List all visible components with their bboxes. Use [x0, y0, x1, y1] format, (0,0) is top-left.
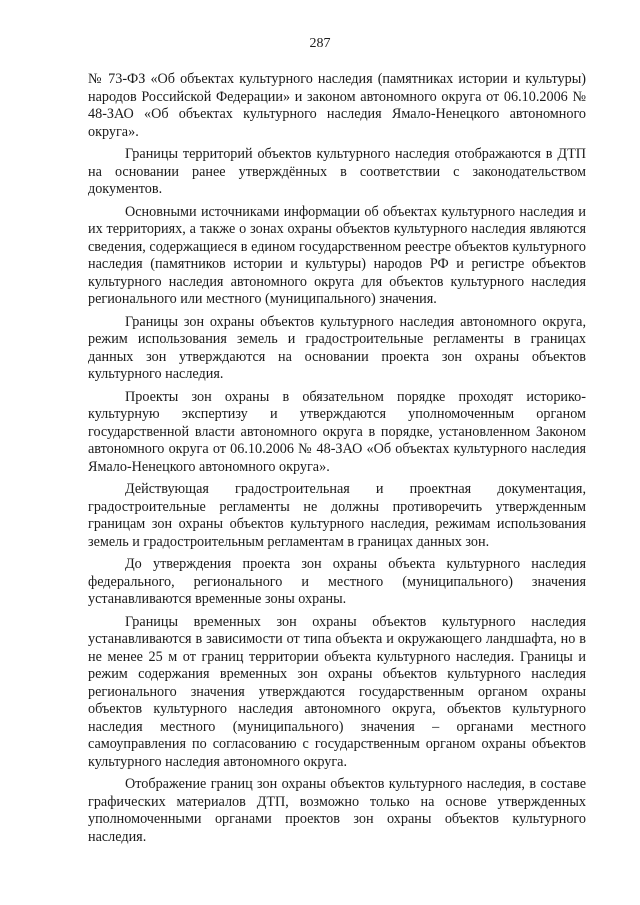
- paragraph-law-reference: № 73-ФЗ «Об объектах культурного наследия (памятниках истории и культуры) народов Российской Федерации» и законом автономного округа от 06.10.2006 № 48-ЗАО «Об объектах культурного наследия Ямало-Ненецкого автономного округа».: [88, 71, 586, 140]
- page-number: 287: [309, 36, 331, 51]
- page-body: [88, 71, 586, 851]
- paragraph-information-sources: Основными источниками информации об объектах культурного наследия и их территориях, а также о зонах охраны объектов культурного наследия являются сведения, содержащиеся в едином государственном реестре объектов культурного наследия (памятников истории и культуры) народов РФ и регистре объектов культурного наследия автономного округа для объектов культурного наследия регионального или местного (муниципального) значения.: [88, 203, 586, 307]
- paragraph-zone-projects: Проекты зон охраны в обязательном порядке проходят историко-культурную экспертизу и утверждаются уполномоченным органом государственной власти автономного округа в порядке, установленном Законом автономного округа от 06.10.2006 № 48-ЗАО «Об объектах культурного наследия Ямало-Ненецкого автономного округа».: [88, 388, 586, 475]
- paragraph-planning-documentation: Действующая градостроительная и проектная документация, градостроительные регламенты не должны противоречить утвержденным границам зон охраны объектов культурного наследия, режимам использования земель и градостроительным регламентам в границах данных зон.: [88, 481, 586, 550]
- paragraph-temporary-zones: До утверждения проекта зон охраны объекта культурного наследия федерального, регионального и местного (муниципального) значения устанавливаются временные зоны охраны.: [88, 556, 586, 607]
- paragraph-temporary-zone-boundaries: Границы временных зон охраны объектов культурного наследия устанавливаются в зависимости от типа объекта и окружающего ландшафта, но в не менее 25 м от границ территории объекта культурного наследия. Границы и режим содержания временных зон охраны объектов культурного наследия регионального значения утверждаются государственным органом охраны объектов культурного наследия автономного округа, объектов культурного наследия местного (муниципального) значения – органами местного самоуправления по согласованию с государственным органом охраны объектов культурного наследия автономного округа.: [88, 613, 586, 770]
- paragraph-graphic-materials: Отображение границ зон охраны объектов культурного наследия, в составе графических материалов ДТП, возможно только на основе утвержденных уполномоченными органами проектов зон охраны объектов культурного наследия.: [88, 776, 586, 845]
- paragraph-protection-zone-boundaries: Границы зон охраны объектов культурного наследия автономного округа, режим использования земель и градостроительные регламенты в границах данных зон утверждаются на основании проекта зон охраны объектов культурного наследия.: [88, 313, 586, 382]
- paragraph-territory-boundaries: Границы территорий объектов культурного наследия отображаются в ДТП на основании ранее утверждённых в соответствии с законодательством документов.: [88, 146, 586, 197]
